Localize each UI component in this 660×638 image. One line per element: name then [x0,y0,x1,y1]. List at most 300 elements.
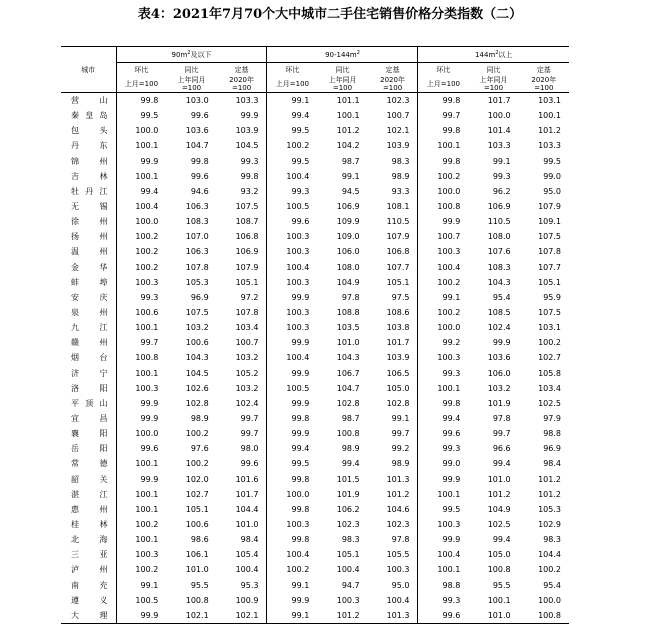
table-row [61,214,569,229]
table-row [61,366,569,381]
value-cell: 100.2 [418,169,468,184]
value-cell: 104.3 [185,353,209,363]
value-cell: 100.4 [267,169,317,184]
base-header-cell [468,76,518,93]
value-cell: 105.1 [336,550,360,560]
value-cell: 100.3 [336,595,360,605]
value-cell: 103.0 [185,96,209,106]
value-cell: 98.9 [341,444,360,454]
value-cell: 100.0 [487,111,511,121]
value-cell: 102.8 [185,398,209,408]
sub-header-cell: 环比 [267,63,317,77]
value-cell: 103.5 [336,323,360,333]
table-row [61,335,569,350]
value-cell: 99.7 [240,414,259,424]
value-cell: 108.1 [386,202,410,212]
table-row [61,381,569,396]
value-cell: 97.9 [543,414,561,424]
value-cell: 100.5 [267,381,317,396]
value-cell: 99.1 [116,578,166,593]
base-header-line: 上月=100 [426,80,460,88]
table-row [61,593,569,608]
value-cell: 99.9 [240,111,259,121]
value-cell: 105.0 [386,383,410,393]
sub-header-cell: 环比 [116,63,166,77]
value-cell: 95.4 [543,580,561,590]
value-cell: 101.9 [336,489,360,499]
value-cell: 100.1 [116,487,166,502]
table-body [61,93,569,624]
value-cell: 102.3 [386,520,410,529]
base-header-cell [217,76,267,93]
value-cell: 108.3 [185,217,209,227]
value-cell: 99.0 [418,456,468,471]
table-header [61,47,569,93]
value-cell: 100.1 [418,562,468,577]
sub-header-cell: 同比 [335,65,350,74]
value-cell: 102.8 [336,398,360,408]
base-header-line: 上月=100 [275,80,310,88]
value-cell: 99.1 [267,93,317,109]
table-row [61,396,569,411]
value-cell: 102.1 [166,608,216,624]
value-cell: 104.2 [336,141,360,151]
value-cell: 99.6 [267,214,317,229]
value-cell: 108.7 [235,217,259,227]
value-cell: 99.5 [267,123,317,138]
value-cell: 99.8 [418,93,468,109]
value-cell: 99.6 [190,171,209,181]
value-cell: 103.6 [185,126,209,136]
value-cell: 106.3 [185,247,209,257]
value-cell: 99.1 [391,414,410,424]
base-header-line: =100 [534,84,554,92]
value-cell: 98.3 [543,535,561,545]
value-cell: 99.5 [267,456,317,471]
value-cell: 100.2 [418,305,468,320]
table-row [61,138,569,153]
value-cell: 108.8 [336,308,360,318]
value-cell: 100.3 [418,244,468,259]
superscript: 2 [187,49,191,56]
value-cell: 100.2 [418,275,468,290]
value-cell: 110.5 [386,217,410,227]
sub-header-row [61,63,569,77]
value-cell: 104.6 [386,504,410,514]
value-cell: 99.9 [116,411,166,426]
value-cell: 99.8 [418,154,468,169]
superscript: 2 [356,49,360,56]
value-cell: 100.7 [235,338,259,348]
value-cell: 101.7 [386,338,410,348]
value-cell: 100.8 [336,429,360,439]
value-cell: 100.3 [267,517,317,532]
value-cell: 108.6 [386,308,410,318]
table-row [61,93,569,109]
sub-header-cell: 环比 [418,63,468,77]
base-header-line: =100 [382,84,403,92]
value-cell: 108.5 [487,308,511,318]
value-cell: 103.3 [235,96,259,106]
value-cell: 104.5 [185,368,209,378]
value-cell: 99.4 [492,459,511,469]
value-cell: 103.3 [538,141,561,151]
value-cell: 102.4 [487,323,511,333]
value-cell: 100.2 [116,260,166,275]
value-cell: 100.1 [116,366,166,381]
city-cell: 北海 [71,535,108,545]
value-cell: 105.2 [235,368,259,378]
table-row [61,547,569,562]
value-cell: 100.4 [418,547,468,562]
city-cell: 丹东 [71,141,108,151]
city-cell: 吉林 [71,171,108,181]
value-cell: 103.9 [386,353,410,363]
value-cell: 99.6 [190,111,209,121]
value-cell: 99.5 [116,108,166,123]
value-cell: 100.3 [418,350,468,365]
value-cell: 98.9 [190,414,209,424]
value-cell: 101.2 [336,126,360,136]
value-cell: 99.2 [391,444,410,454]
base-header-cell [116,76,166,93]
value-cell: 102.7 [185,489,209,499]
value-cell: 100.2 [116,244,166,259]
value-cell: 99.4 [418,411,468,426]
value-cell: 109.9 [336,217,360,227]
value-cell: 100.3 [267,320,317,335]
value-cell: 99.6 [116,441,166,456]
table-row [61,502,569,517]
value-cell: 97.2 [240,292,259,302]
value-cell: 107.9 [386,232,410,242]
value-cell: 99.8 [267,411,317,426]
table-row [61,578,569,593]
value-cell: 100.4 [267,350,317,365]
value-cell: 106.2 [336,504,360,514]
base-header-line: 上月=100 [124,80,159,88]
base-header-cell [317,76,367,93]
value-cell: 99.9 [267,396,317,411]
table-row [61,487,569,502]
value-cell: 110.5 [487,217,511,227]
value-cell: 106.9 [336,202,360,212]
value-cell: 99.2 [418,335,468,350]
value-cell: 100.1 [418,381,468,396]
value-cell: 101.2 [386,489,410,499]
city-cell: 宜昌 [71,414,108,424]
base-header-line: 2020年 [531,76,557,84]
value-cell: 99.9 [116,608,166,624]
value-cell: 106.9 [487,202,511,212]
value-cell: 100.1 [116,320,166,335]
value-cell: 100.1 [116,169,166,184]
city-cell: 温州 [71,247,108,257]
table-row [61,108,569,123]
value-cell: 103.4 [538,383,561,393]
value-cell: 100.2 [185,459,209,469]
value-cell: 100.8 [185,595,209,605]
sub-header-cell: 定基 [385,65,400,74]
value-cell: 99.6 [240,459,259,469]
value-cell: 95.9 [543,292,561,302]
value-cell: 102.5 [538,398,561,408]
value-cell: 99.8 [190,156,209,166]
table-row [61,517,569,532]
value-cell: 103.4 [235,323,259,333]
value-cell: 99.4 [492,535,511,545]
value-cell: 99.5 [543,156,561,166]
value-cell: 99.8 [267,502,317,517]
city-cell: 烟台 [71,353,108,363]
value-cell: 101.2 [487,489,511,499]
value-cell: 100.1 [116,138,166,153]
city-cell: 南充 [71,580,108,590]
value-cell: 103.1 [538,323,561,333]
value-cell: 103.2 [235,353,259,363]
value-cell: 106.3 [185,202,209,212]
city-cell: 扬州 [71,232,108,242]
value-cell: 105.1 [185,504,209,514]
value-cell: 107.9 [235,262,259,272]
value-cell: 99.6 [418,426,468,441]
value-cell: 101.7 [487,96,511,106]
base-header-line: 2020年 [229,76,254,84]
base-header-line: 2020年 [380,76,405,84]
value-cell: 97.8 [391,535,410,545]
value-cell: 98.0 [240,444,259,454]
value-cell: 101.4 [487,126,511,136]
city-cell: 常德 [71,459,108,469]
value-cell: 101.3 [368,608,418,624]
value-cell: 99.3 [267,184,317,199]
value-cell: 101.0 [468,608,518,624]
value-cell: 98.8 [418,578,468,593]
value-cell: 103.3 [487,141,511,151]
table-row [61,441,569,456]
city-cell: 无锡 [71,202,108,212]
value-cell: 104.3 [336,353,360,363]
value-cell: 104.3 [487,277,511,287]
value-cell: 100.5 [116,593,166,608]
value-cell: 98.6 [190,535,209,545]
value-cell: 102.8 [386,398,410,408]
base-header-line: =100 [231,84,252,92]
value-cell: 101.2 [317,608,367,624]
value-cell: 107.7 [538,262,561,272]
group-header-text: 144m [475,50,496,59]
value-cell: 100.9 [235,595,259,605]
value-cell: 106.1 [185,550,209,560]
value-cell: 99.1 [418,290,468,305]
value-cell: 106.0 [336,247,360,257]
base-header-line: 上年同月 [328,76,357,84]
table-row [61,123,569,138]
value-cell: 99.4 [267,441,317,456]
value-cell: 99.1 [267,578,317,593]
value-cell: 101.5 [336,474,360,484]
city-cell: 金华 [71,262,108,272]
value-cell: 98.9 [391,171,410,181]
value-cell: 99.4 [116,184,166,199]
value-cell: 99.8 [240,171,259,181]
value-cell: 99.8 [116,93,166,109]
value-cell: 100.1 [116,532,166,547]
value-cell: 98.3 [391,156,410,166]
base-header-line: 上年同月 [177,76,206,84]
value-cell: 99.3 [116,290,166,305]
value-cell: 104.9 [336,277,360,287]
value-cell: 100.2 [116,517,166,532]
value-cell: 102.3 [386,96,410,106]
value-cell: 100.6 [116,305,166,320]
city-cell: 平顶山 [71,398,108,408]
value-cell: 102.1 [217,608,267,624]
value-cell: 101.6 [235,474,259,484]
value-cell: 99.8 [267,532,317,547]
value-cell: 107.7 [386,262,410,272]
value-cell: 99.9 [267,335,317,350]
value-cell: 100.2 [116,229,166,244]
value-cell: 94.5 [341,186,360,196]
value-cell: 100.4 [116,199,166,214]
sub-header-cell: 同比 [486,65,501,74]
value-cell: 107.8 [538,247,561,257]
value-cell: 94.6 [190,186,209,196]
value-cell: 96.9 [190,292,209,302]
value-cell: 106.8 [235,232,259,242]
value-cell: 99.6 [418,608,468,624]
table-row [61,154,569,169]
group-header-text: 90-144m [325,50,357,59]
group-header-suffix: 及以下 [190,50,212,59]
value-cell: 98.9 [391,459,410,469]
value-cell: 93.2 [240,186,259,196]
value-cell: 99.9 [267,593,317,608]
value-cell: 100.0 [116,123,166,138]
value-cell: 109.1 [538,217,561,227]
value-cell: 99.9 [116,472,166,487]
value-cell: 105.8 [538,368,561,378]
value-cell: 95.5 [190,580,209,590]
table-row [61,275,569,290]
value-cell: 102.9 [538,520,561,529]
value-cell: 105.0 [487,550,511,560]
value-cell: 100.0 [116,426,166,441]
value-cell: 100.0 [418,320,468,335]
value-cell: 100.3 [116,275,166,290]
value-cell: 101.2 [538,489,561,499]
table-row [61,562,569,577]
value-cell: 96.6 [492,444,511,454]
value-cell: 99.8 [418,396,468,411]
value-cell: 101.0 [235,520,259,529]
value-cell: 100.6 [185,338,209,348]
city-cell: 大理 [61,608,116,624]
value-cell: 102.6 [185,383,209,393]
value-cell: 97.8 [341,292,360,302]
value-cell: 100.1 [418,138,468,153]
value-cell: 107.5 [538,308,561,318]
value-cell: 99.3 [418,593,468,608]
value-cell: 102.0 [185,474,209,484]
base-header-line: =100 [332,84,353,92]
city-cell: 泉州 [71,308,108,318]
value-cell: 103.6 [487,353,511,363]
base-header-cell [519,76,569,93]
value-cell: 99.7 [391,429,410,439]
value-cell: 103.1 [538,96,561,106]
value-cell: 100.2 [538,565,561,575]
value-cell: 100.4 [267,260,317,275]
base-header-cell [418,76,468,93]
value-cell: 100.0 [267,487,317,502]
city-cell: 济宁 [71,368,108,378]
base-header-row [61,76,569,93]
value-cell: 100.2 [267,562,317,577]
value-cell: 101.0 [336,338,360,348]
base-header-line: =100 [181,84,202,92]
value-cell: 99.9 [267,366,317,381]
table-row [61,411,569,426]
value-cell: 99.5 [418,502,468,517]
table-row [61,608,569,624]
value-cell: 100.3 [116,547,166,562]
value-cell: 100.0 [538,595,561,605]
value-cell: 100.3 [267,244,317,259]
value-cell: 100.3 [116,381,166,396]
value-cell: 100.1 [487,595,511,605]
value-cell: 100.7 [418,229,468,244]
base-header-cell [166,76,216,93]
value-cell: 100.2 [116,562,166,577]
city-cell: 岳阳 [71,444,108,454]
value-cell: 104.4 [538,550,561,560]
city-cell: 徐州 [71,217,108,227]
value-cell: 99.7 [418,108,468,123]
value-cell: 100.8 [519,608,569,624]
value-cell: 104.7 [185,141,209,151]
value-cell: 98.3 [341,535,360,545]
table-row [61,199,569,214]
value-cell: 109.0 [336,232,360,242]
value-cell: 102.4 [235,398,259,408]
table-row [61,169,569,184]
value-cell: 100.3 [267,305,317,320]
value-cell: 104.4 [235,504,259,514]
city-cell: 桂林 [71,520,108,529]
value-cell: 95.4 [492,292,511,302]
value-cell: 100.8 [487,565,511,575]
value-cell: 101.0 [487,474,511,484]
value-cell: 99.8 [267,472,317,487]
superscript: 2 [495,49,499,56]
value-cell: 107.6 [487,247,511,257]
value-cell: 99.9 [116,154,166,169]
value-cell: 96.2 [492,186,511,196]
value-cell: 99.8 [418,123,468,138]
value-cell: 100.4 [267,547,317,562]
value-cell: 101.9 [487,398,511,408]
group-header-suffix: 以上 [498,50,513,59]
value-cell: 103.9 [386,141,410,151]
value-cell: 101.7 [235,489,259,499]
value-cell: 108.0 [336,262,360,272]
table-row [61,532,569,547]
value-cell: 99.1 [267,608,317,624]
value-cell: 103.2 [185,323,209,333]
value-cell: 99.7 [492,429,511,439]
